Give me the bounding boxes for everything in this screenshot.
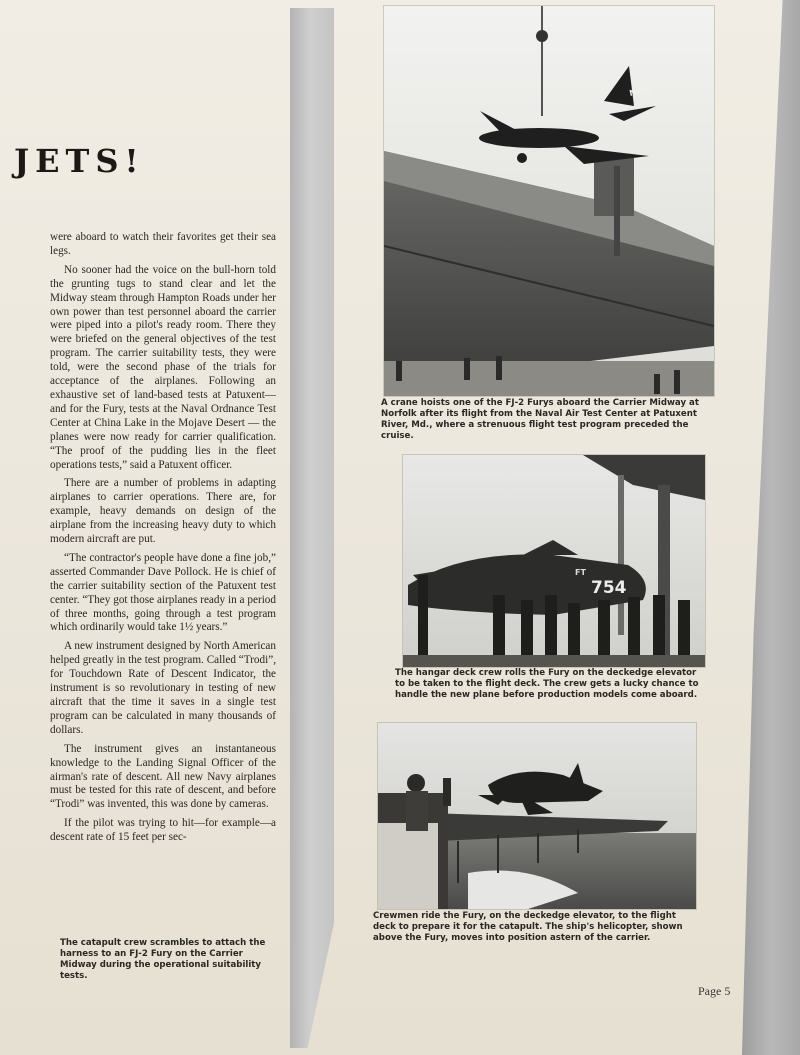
fuselage-code: FT (575, 568, 586, 577)
caption-crane: A crane hoists one of the FJ-2 Furys aboard the Carrier Midway at Norfolk after its flight from the Naval Air Test Center at Patuxent River, Md., where a strenuous flight test program preceded the cruise. (381, 398, 699, 441)
tail-code: NATC (628, 84, 654, 98)
article-paragraph: No sooner had the voice on the bull-horn told the grunting tugs to stand clear and let the Midway steam through Hampton Roads under her own power than test personnel aboard the carrier were piped into a pilot's ready room. There they were briefed on the general objectives of the test program. The carrier suitability tests, they were told, were the second phase of the trials for acceptance of the airplanes. Following an exhaustive set of land-based tests at Patuxent—and for the Fury, tests at the Naval Ordnance Test Center at China Lake in the Mojave Desert — the planes were now ready for carrier qualification. “The proof of the pudding lies in the fleet operations tests,” said a Patuxent officer. (50, 263, 276, 471)
article-paragraph: If the pilot was trying to hit—for example—a descent rate of 15 feet per sec- (50, 817, 276, 844)
caption-catapult: The catapult crew scrambles to attach the harness to an FJ-2 Fury on the Carrier Midway during the operational suitability tests. (60, 938, 266, 981)
photo-crane-hoist (384, 6, 714, 396)
article-paragraph: “The contractor's people have done a fine job,” asserted Commander Dave Pollock. He is chief of the carrier suitability section of the Patuxent test center. “They got those airplanes ready in a period of three months, going through a test program which ordinarily would take 1½ years.” (50, 551, 276, 634)
article-paragraph: A new instrument designed by North American helped greatly in the test program. Called “Trodi”, for Touchdown Rate of Descent Indicator, the instrument is so revolutionary in testing of new aircraft that the time it saves in a single test program can be calculated in many thousands of dollars. (50, 640, 276, 736)
photo-deckedge-elevator (378, 723, 696, 909)
caption-hangar: The hangar deck crew rolls the Fury on the deckedge elevator to be taken to the flight deck. The crew gets a lucky chance to handle the new plane before production models come aboard. (395, 668, 699, 700)
article-body (50, 231, 276, 850)
page-number: Page 5 (698, 984, 731, 998)
aircraft-number: 754 (591, 578, 627, 598)
photo-hangar-deck (403, 455, 705, 667)
article-paragraph: were aboard to watch their favorites get their sea legs. (50, 231, 276, 257)
caption-elevator: Crewmen ride the Fury, on the deckedge elevator, to the flight deck to prepare it for the catapult. The ship's helicopter, shown above the Fury, moves into position astern of the carrier. (373, 911, 683, 943)
decorative-gray-stripe-right (742, 0, 800, 1055)
article-paragraph: There are a number of problems in adapting airplanes to carrier operations. There are, for example, heavy demands on design of the airplane from the increasing heavy duty to which modern aircraft are put. (50, 477, 276, 546)
decorative-gray-stripe-left (290, 8, 334, 1048)
headline: JETS! (14, 142, 145, 180)
article-paragraph: The instrument gives an instantaneous knowledge to the Landing Signal Officer of the airman's rate of descent. All new Navy airplanes must be tested for this rate of descent, and before “Trodi” was invented, this was done by cameras. (50, 742, 276, 811)
